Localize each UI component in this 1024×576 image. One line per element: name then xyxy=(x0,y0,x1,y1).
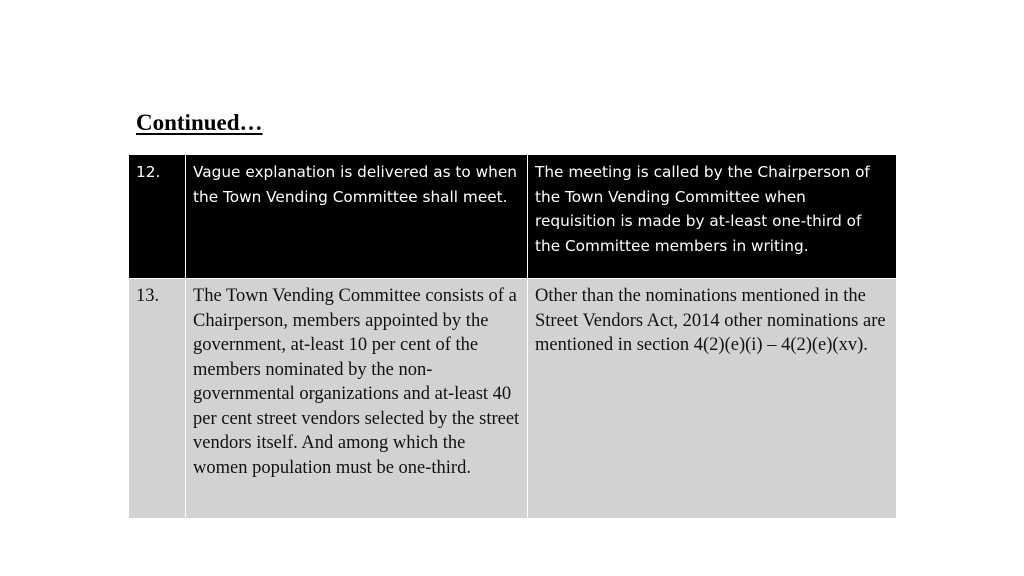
table-row-13 xyxy=(129,279,897,519)
row-number: 12. xyxy=(129,155,186,279)
row-problem-text: The Town Vending Committee consists of a Chairperson, members appointed by the government, at-least 10 per cent of the members nominated by the non-governmental organizations and at-least 40 per cent street vendors selected by the street vendors itself. And among which the women population must be one-third. xyxy=(186,279,528,519)
row-number: 13. xyxy=(129,279,186,519)
page-heading: Continued… xyxy=(136,110,263,135)
row-problem-text: Vague explanation is delivered as to when the Town Vending Committee shall meet. xyxy=(186,155,528,279)
row-remark-text: Other than the nominations mentioned in the Street Vendors Act, 2014 other nominations are mentioned in section 4(2)(e)(i) – 4(2)(e)(xv). xyxy=(528,279,897,519)
table-row-12 xyxy=(129,155,897,279)
row-remark-text: The meeting is called by the Chairperson of the Town Vending Committee when requisition is made by at-least one-third of the Committee members in writing. xyxy=(528,155,897,279)
comparison-table xyxy=(128,154,897,519)
